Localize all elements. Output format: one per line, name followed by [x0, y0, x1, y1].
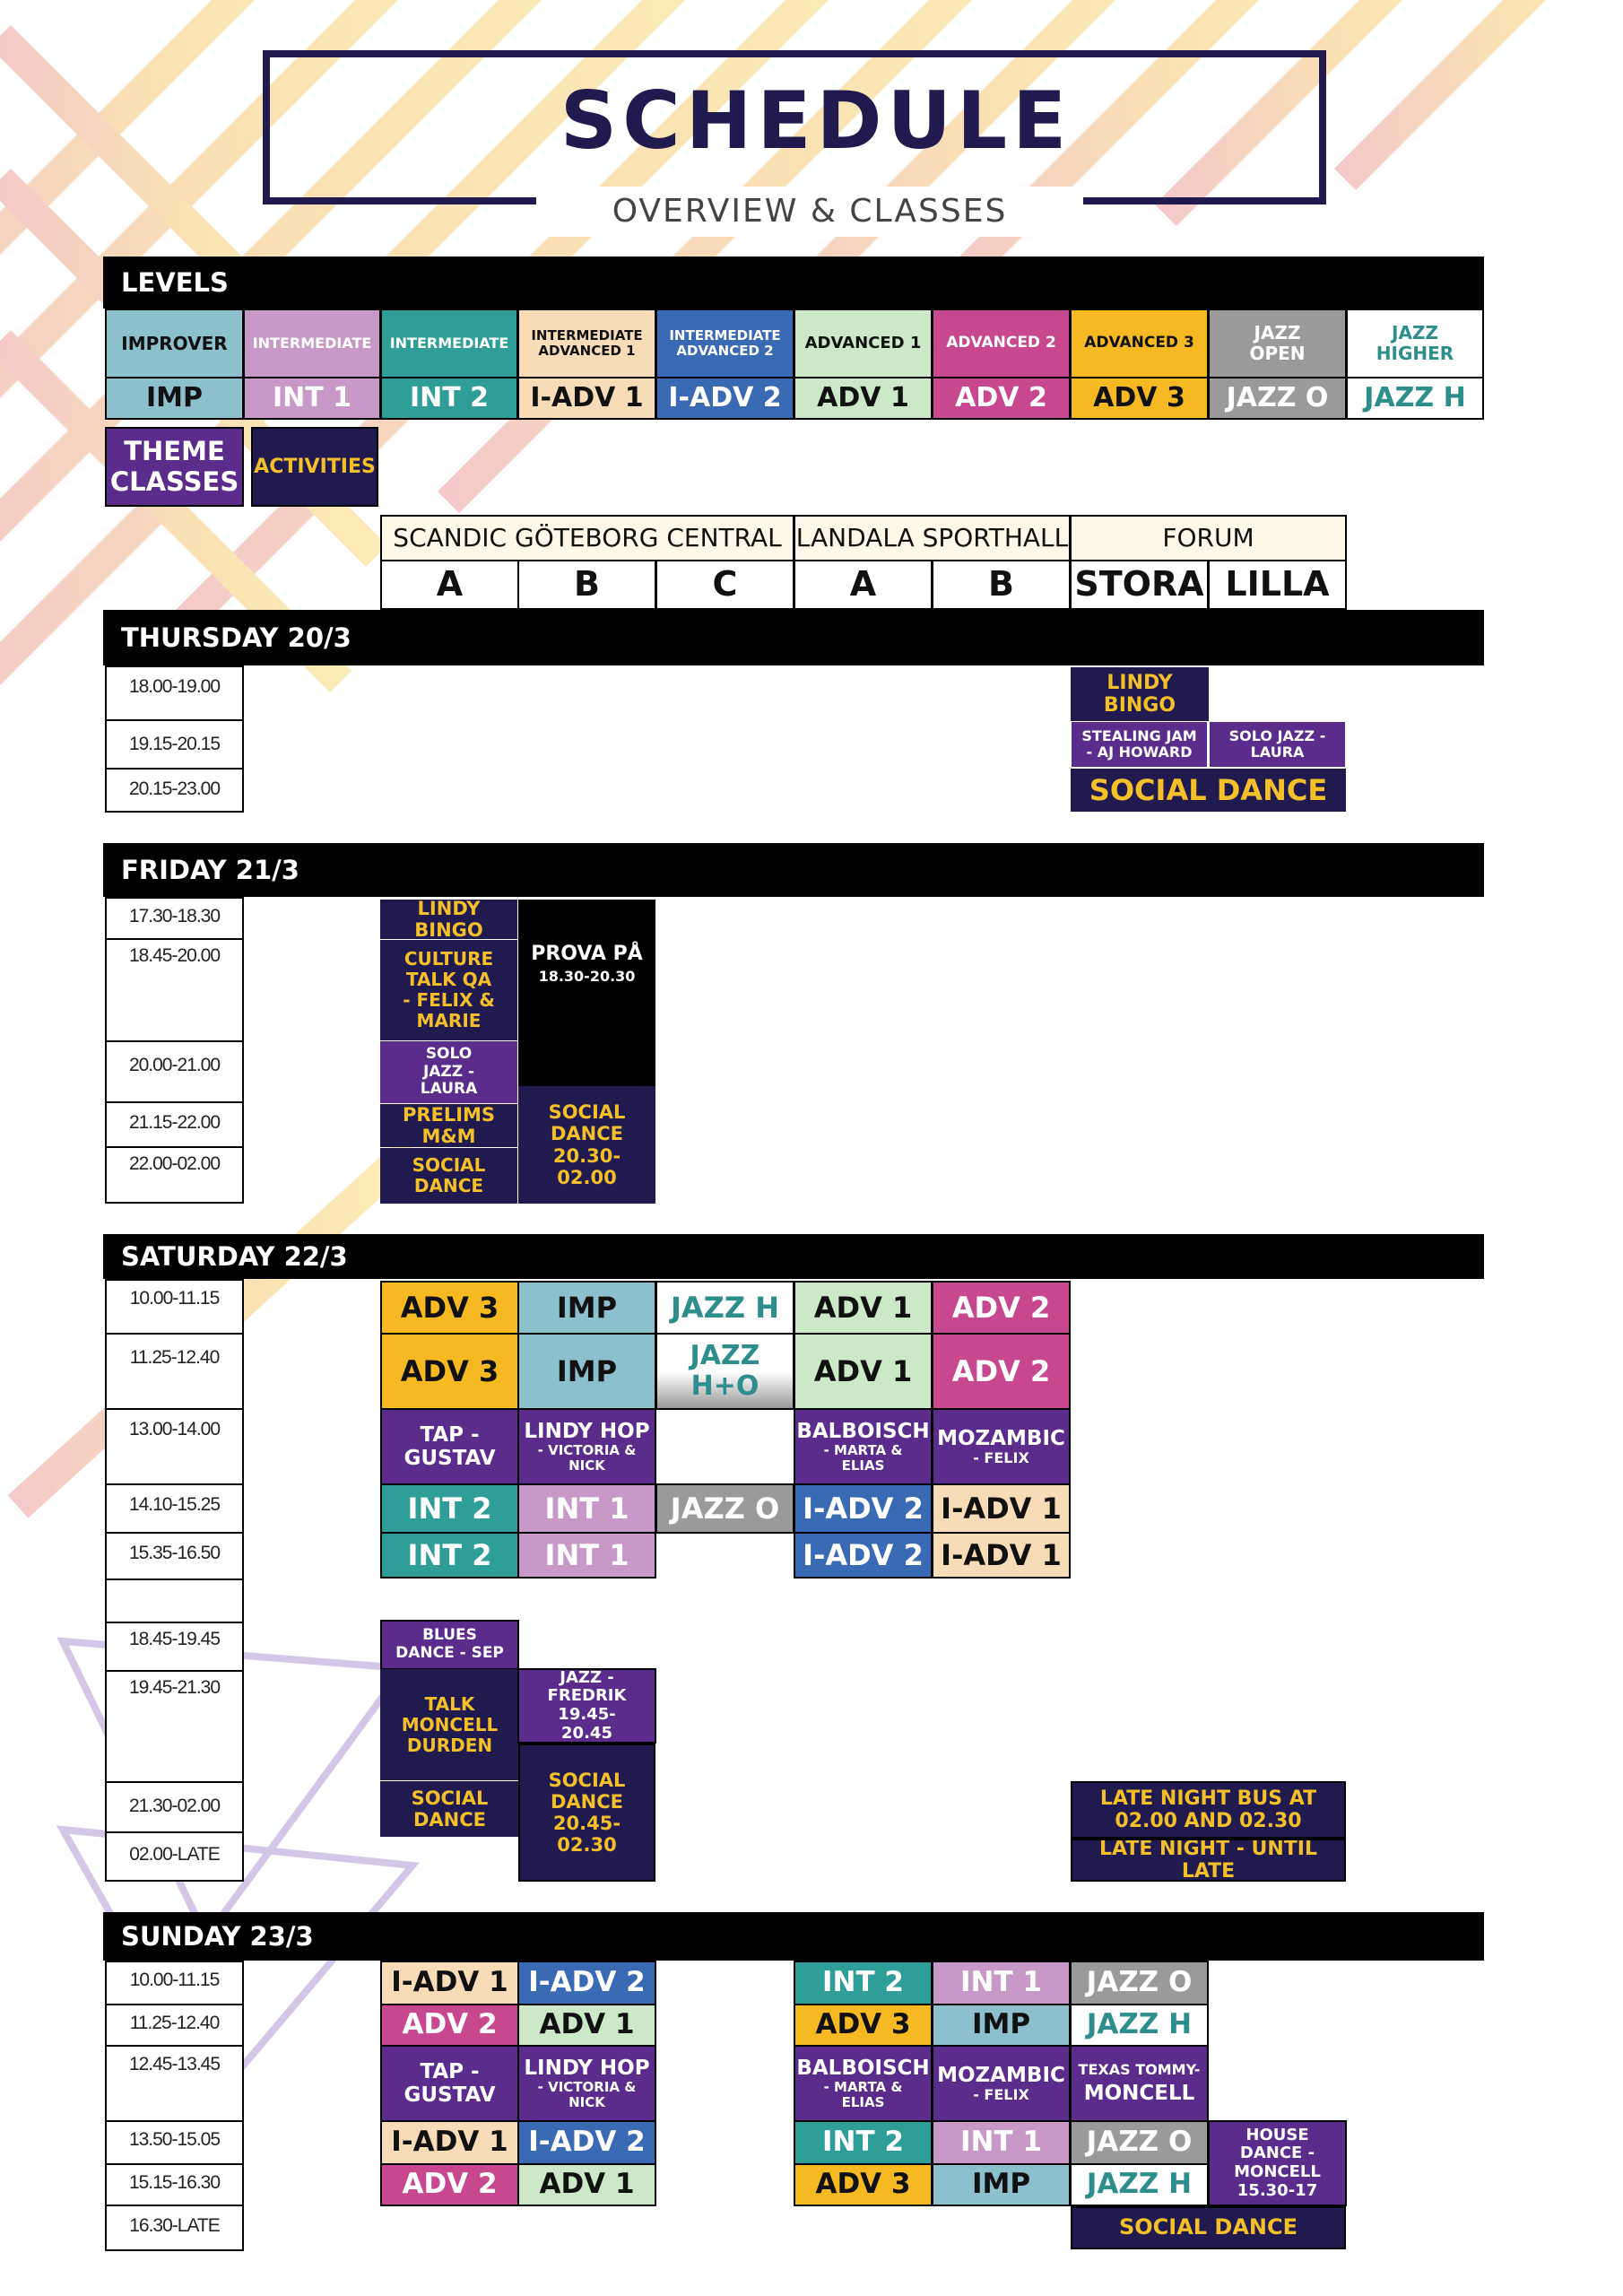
- theme-mozambic-title: MOZAMBIC: [937, 2063, 1065, 2087]
- time-slot: 16.30-LATE: [105, 2205, 244, 2251]
- day-header-saturday: SATURDAY 22/3: [103, 1234, 1484, 1279]
- time-slot: 18.45-20.00: [105, 938, 244, 1042]
- event-social-dance: SOCIAL DANCE: [1071, 769, 1346, 812]
- class-jazzo: JAZZ O: [655, 1483, 794, 1534]
- event-prova-pa-title: PROVA PÅ: [531, 943, 643, 965]
- time-slot: 18.45-19.45: [105, 1622, 244, 1672]
- class-adv1: ADV 1: [517, 2004, 656, 2047]
- level-name-int2: INTERMEDIATE: [380, 309, 518, 378]
- theme-blues-dance: BLUES DANCE - SEP: [380, 1620, 519, 1670]
- time-slot: 18.00-19.00: [105, 665, 244, 721]
- class-int2: INT 2: [794, 2120, 933, 2165]
- level-name-jazzo: JAZZ OPEN: [1208, 309, 1347, 378]
- time-slot: 12.45-13.45: [105, 2045, 244, 2122]
- event-stealing-jam: STEALING JAM - AJ HOWARD: [1071, 721, 1208, 768]
- class-iadv1: I-ADV 1: [380, 1961, 519, 2005]
- time-slot: 15.35-16.50: [105, 1532, 244, 1580]
- day-header-thursday: THURSDAY 20/3: [103, 610, 1484, 665]
- time-slot: 15.15-16.30: [105, 2163, 244, 2206]
- level-name-int1: INTERMEDIATE: [243, 309, 381, 378]
- time-slot: 21.30-02.00: [105, 1781, 244, 1833]
- level-name-iadv2: INTERMEDIATE ADVANCED 2: [655, 309, 794, 378]
- event-social-dance: SOCIAL DANCE: [380, 1781, 519, 1837]
- class-iadv2: I-ADV 2: [794, 1532, 933, 1578]
- day-header-friday: FRIDAY 21/3: [103, 843, 1484, 897]
- class-iadv1: I-ADV 1: [932, 1532, 1071, 1578]
- class-iadv2: I-ADV 2: [517, 2120, 656, 2165]
- class-jazzh: JAZZ H: [1070, 2004, 1209, 2047]
- theme-mozambic-teacher: - FELIX: [973, 2086, 1029, 2104]
- theme-tap: TAP - GUSTAV: [380, 2045, 519, 2122]
- class-iadv1: I-ADV 1: [932, 1483, 1071, 1534]
- venue-landala: LANDALA SPORTHALL: [794, 515, 1071, 561]
- class-jazzh: JAZZ H: [1070, 2163, 1209, 2206]
- time-slot: 10.00-11.15: [105, 1961, 244, 2005]
- level-name-imp: IMPROVER: [105, 309, 244, 378]
- theme-texas-tommy-teacher: MONCELL: [1083, 2081, 1195, 2105]
- theme-texas-tommy: [1070, 2045, 1209, 2122]
- level-abbr-adv2: ADV 2: [932, 377, 1071, 420]
- event-solo-jazz: SOLO JAZZ - LAURA: [380, 1041, 517, 1103]
- class-int1: INT 1: [517, 1532, 656, 1578]
- theme-balboisch-title: BALBOISCH: [796, 1419, 930, 1443]
- legend-theme-classes: THEME CLASSES: [105, 427, 244, 507]
- theme-jazz-fredrik: JAZZ - FREDRIK 19.45-20.45: [517, 1668, 656, 1744]
- class-iadv2: I-ADV 2: [517, 1961, 656, 2005]
- level-name-adv3: ADVANCED 3: [1070, 309, 1209, 378]
- event-late-night: LATE NIGHT - UNTIL LATE: [1071, 1839, 1346, 1882]
- page-subtitle: OVERVIEW & CLASSES: [536, 187, 1083, 237]
- class-int2: INT 2: [380, 1483, 519, 1534]
- level-abbr-int2: INT 2: [380, 377, 518, 420]
- room-scandic-a: A: [380, 560, 519, 610]
- event-social-dance-late: SOCIAL DANCE 20.45-02.30: [518, 1744, 655, 1882]
- theme-balboisch: [794, 2045, 933, 2122]
- level-abbr-jazzo: JAZZ O: [1208, 377, 1347, 420]
- class-adv2: ADV 2: [380, 2163, 519, 2206]
- event-lindy-bingo: LINDY BINGO: [1071, 667, 1209, 721]
- theme-mozambic: [932, 1408, 1071, 1485]
- theme-balboisch-teachers: - MARTA & ELIAS: [823, 1441, 903, 1474]
- theme-tap: TAP - GUSTAV: [380, 1408, 519, 1485]
- class-jazzh: JAZZ H: [655, 1281, 794, 1335]
- event-prova-pa: [518, 900, 655, 1086]
- event-social-dance: SOCIAL DANCE: [1071, 2206, 1346, 2249]
- level-abbr-adv3: ADV 3: [1070, 377, 1209, 420]
- time-slot: 20.00-21.00: [105, 1040, 244, 1103]
- time-slot: 22.00-02.00: [105, 1146, 244, 1204]
- class-imp: IMP: [517, 1281, 656, 1335]
- class-int1: INT 1: [517, 1483, 656, 1534]
- room-scandic-c: C: [655, 560, 794, 610]
- theme-lindy-hop-teachers: - VICTORIA & NICK: [537, 1441, 637, 1474]
- day-header-sunday: SUNDAY 23/3: [103, 1912, 1484, 1961]
- levels-header: LEVELS: [103, 257, 1484, 309]
- theme-lindy-hop: [517, 1408, 656, 1485]
- theme-mozambic-title: MOZAMBIC: [937, 1426, 1065, 1450]
- class-adv3: ADV 3: [380, 1333, 519, 1410]
- time-slot: 14.10-15.25: [105, 1483, 244, 1534]
- class-imp: IMP: [932, 2004, 1071, 2047]
- level-abbr-imp: IMP: [105, 377, 244, 420]
- time-slot: 10.00-11.15: [105, 1279, 244, 1335]
- class-imp: IMP: [517, 1333, 656, 1410]
- event-prelims: PRELIMS M&M: [380, 1104, 517, 1147]
- level-abbr-iadv2: I-ADV 2: [655, 377, 794, 420]
- time-slot: 19.45-21.30: [105, 1670, 244, 1783]
- level-abbr-int1: INT 1: [243, 377, 381, 420]
- event-culture-talk: CULTURE TALK QA - FELIX & MARIE: [380, 940, 517, 1040]
- class-iadv1: I-ADV 1: [380, 2120, 519, 2165]
- room-forum-stora: STORA: [1070, 560, 1209, 610]
- time-slot: [105, 1578, 244, 1623]
- theme-balboisch-title: BALBOISCH: [796, 2056, 930, 2080]
- theme-house-dance: HOUSE DANCE - MONCELL 15.30-17: [1208, 2120, 1347, 2206]
- class-int1: INT 1: [932, 1961, 1071, 2005]
- level-abbr-jazzh: JAZZ H: [1346, 377, 1484, 420]
- class-adv1: ADV 1: [794, 1281, 933, 1335]
- class-imp: IMP: [932, 2163, 1071, 2206]
- class-adv3: ADV 3: [794, 2163, 933, 2206]
- time-slot: 02.00-LATE: [105, 1831, 244, 1882]
- theme-balboisch: [794, 1408, 933, 1485]
- theme-balboisch-teachers: - MARTA & ELIAS: [823, 2078, 903, 2111]
- class-jazzo: JAZZ O: [1070, 2120, 1209, 2165]
- event-prova-pa-time: 18.30-20.30: [538, 968, 636, 986]
- theme-mozambic: [932, 2045, 1071, 2122]
- class-int1: INT 1: [932, 2120, 1071, 2165]
- time-slot: 20.15-23.00: [105, 768, 244, 813]
- page-title: SCHEDULE: [560, 74, 1072, 168]
- class-adv1: ADV 1: [517, 2163, 656, 2206]
- class-int2: INT 2: [794, 1961, 933, 2005]
- legend-activities: ACTIVITIES: [251, 427, 378, 507]
- class-adv1: ADV 1: [794, 1333, 933, 1410]
- time-slot: 21.15-22.00: [105, 1101, 244, 1148]
- level-name-iadv1: INTERMEDIATE ADVANCED 1: [517, 309, 656, 378]
- theme-texas-tommy-title: TEXAS TOMMY-: [1078, 2060, 1201, 2078]
- level-name-jazzh: JAZZ HIGHER: [1346, 309, 1484, 378]
- room-landala-b: B: [932, 560, 1071, 610]
- room-landala-a: A: [794, 560, 933, 610]
- class-adv2: ADV 2: [932, 1281, 1071, 1335]
- time-slot: 11.25-12.40: [105, 1333, 244, 1410]
- theme-lindy-hop-title: LINDY HOP: [524, 1419, 650, 1443]
- event-late-night-bus: LATE NIGHT BUS AT 02.00 AND 02.30: [1071, 1781, 1346, 1839]
- time-slot: 11.25-12.40: [105, 2004, 244, 2047]
- class-jazzo: JAZZ O: [1070, 1961, 1209, 2005]
- class-int2: INT 2: [380, 1532, 519, 1578]
- theme-mozambic-teacher: - FELIX: [973, 1449, 1029, 1467]
- event-lindy-bingo: LINDY BINGO: [380, 900, 517, 939]
- class-adv2: ADV 2: [380, 2004, 519, 2047]
- class-jazz-ho: JAZZ H+O: [655, 1333, 794, 1410]
- level-abbr-iadv1: I-ADV 1: [517, 377, 656, 420]
- class-adv3: ADV 3: [794, 2004, 933, 2047]
- class-adv2: ADV 2: [932, 1333, 1071, 1410]
- venue-scandic: SCANDIC GÖTEBORG CENTRAL: [380, 515, 794, 561]
- event-social-dance: SOCIAL DANCE: [380, 1148, 517, 1204]
- theme-lindy-hop: [517, 2045, 656, 2122]
- theme-lindy-hop-title: LINDY HOP: [524, 2056, 650, 2080]
- class-iadv2: I-ADV 2: [794, 1483, 933, 1534]
- event-solo-jazz: SOLO JAZZ - LAURA: [1209, 721, 1346, 768]
- venue-forum: FORUM: [1070, 515, 1347, 561]
- time-slot: 19.15-20.15: [105, 719, 244, 770]
- level-name-adv1: ADVANCED 1: [794, 309, 933, 378]
- room-forum-lilla: LILLA: [1208, 560, 1347, 610]
- time-slot: 13.50-15.05: [105, 2120, 244, 2165]
- time-slot: 17.30-18.30: [105, 897, 244, 940]
- level-abbr-adv1: ADV 1: [794, 377, 933, 420]
- level-name-adv2: ADVANCED 2: [932, 309, 1071, 378]
- theme-lindy-hop-teachers: - VICTORIA & NICK: [537, 2078, 637, 2111]
- event-talk-moncell: TALK MONCELL DURDEN: [380, 1669, 519, 1780]
- class-adv3: ADV 3: [380, 1281, 519, 1335]
- room-scandic-b: B: [517, 560, 656, 610]
- event-social-dance-late: SOCIAL DANCE 20.30-02.00: [518, 1086, 655, 1204]
- time-slot: 13.00-14.00: [105, 1408, 244, 1485]
